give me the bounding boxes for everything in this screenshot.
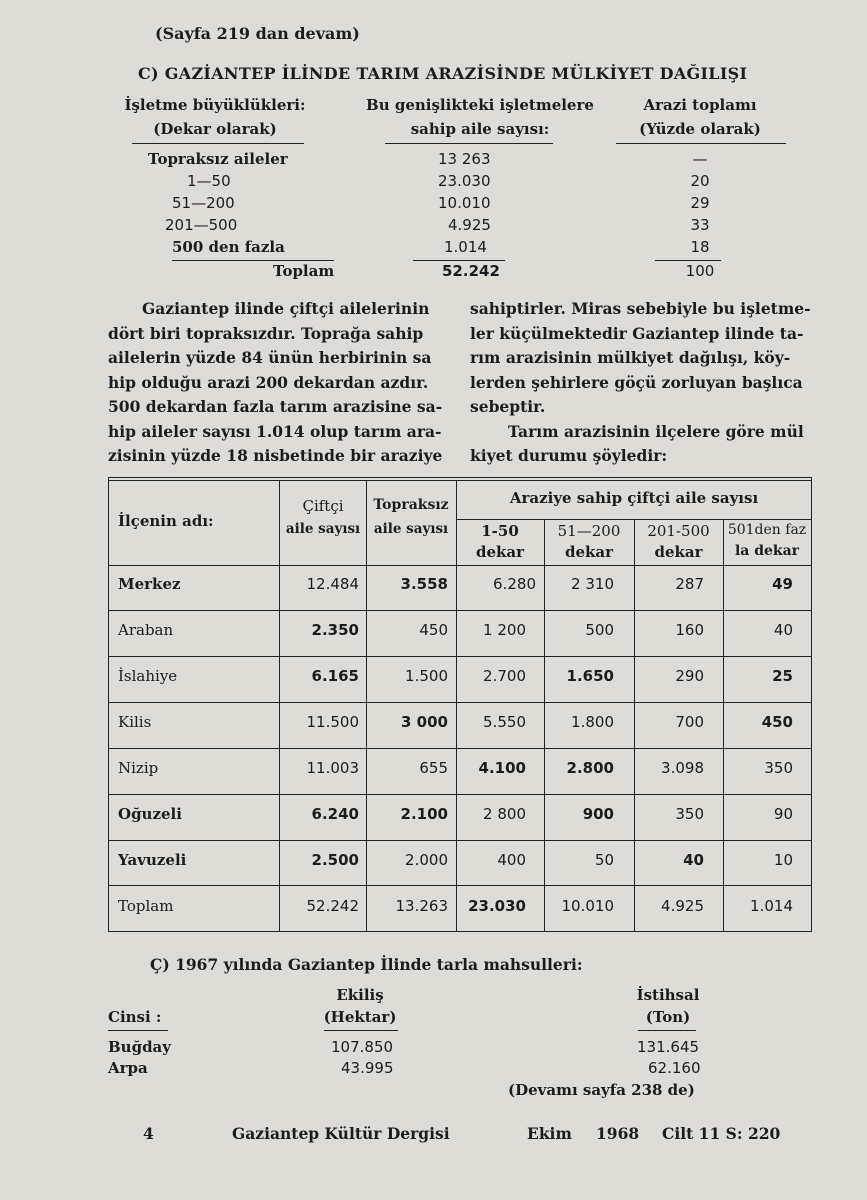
col-families-subheader: sahip aile sayısı: [410, 120, 550, 138]
header-rule [385, 143, 553, 144]
continued-from-note: (Sayfa 219 dan devam) [155, 24, 360, 43]
size-row-label: Topraksız aileler [148, 150, 288, 168]
crop-area: 107.850 [331, 1038, 394, 1056]
farmers-cell: 12.484 [306, 575, 359, 593]
g3-header-sub: dekar [654, 543, 703, 561]
crop-area: 43.995 [341, 1059, 394, 1077]
text-line: zisinin yüzde 18 nisbetinde bir araziye [108, 446, 443, 465]
g2-cell: 900 [582, 805, 614, 823]
g2-cell: 10.010 [561, 897, 614, 915]
g2-cell: 500 [585, 621, 614, 639]
text-line: sahiptirler. Miras sebebiyle bu işletme- [470, 299, 811, 318]
district-name: Yavuzeli [118, 851, 187, 869]
issue-year: 1968 [596, 1124, 640, 1143]
header-rule [324, 1030, 398, 1031]
area-unit: (Hektar) [323, 1008, 397, 1026]
text-line: kiyet durumu şöyledir: [470, 446, 668, 465]
landless-cell: 2.000 [405, 851, 448, 869]
g2-cell: 1.800 [571, 713, 614, 731]
g4-header-sub: la dekar [734, 543, 800, 559]
g3-cell: 3.098 [661, 759, 704, 777]
g1-cell: 2 800 [483, 805, 526, 823]
g4-cell: 1.014 [750, 897, 793, 915]
text-line: lerden şehirlere göçü zorluyan başlıca [470, 372, 803, 392]
landless-header: Topraksız [373, 497, 449, 513]
col-percent-unit: (Yüzde olarak) [639, 120, 761, 138]
size-row-label: 201—500 [165, 216, 238, 234]
size-row-families: 13 263 [438, 150, 491, 168]
crop-type: Arpa [108, 1059, 148, 1077]
g1-header: 1-50 [481, 522, 519, 540]
crop-type-header: Cinsi : [108, 1008, 162, 1026]
g1-cell: 2.700 [483, 667, 526, 685]
page-number: 4 [143, 1124, 154, 1143]
col-size-unit: (Dekar olarak) [153, 120, 277, 138]
row-rule [108, 885, 812, 886]
text-line: hip olduğu arazi 200 dekardan azdır. [108, 372, 429, 392]
g1-cell: 23.030 [468, 897, 526, 915]
col-families-header: Bu genişlikteki işletmelere [366, 96, 594, 114]
g4-cell: 90 [773, 805, 793, 823]
farmers-cell: 2.500 [311, 851, 359, 869]
row-rule [108, 748, 812, 749]
size-row-percent: 20 [690, 172, 710, 190]
g4-cell: 10 [773, 851, 793, 869]
size-row-families: 23.030 [438, 172, 491, 190]
landless-cell: 13.263 [395, 897, 448, 915]
farmers-cell: 6.240 [311, 805, 359, 823]
g3-cell: 700 [675, 713, 704, 731]
g2-cell: 2.800 [566, 759, 614, 777]
body-text-right [470, 297, 815, 469]
size-row-percent: 29 [690, 194, 710, 212]
volume-info: Cilt 11 S: 220 [662, 1124, 781, 1143]
text-line: dört biri topraksızdır. Toprağa sahip [108, 323, 424, 343]
landless-header-sub: aile sayısı [373, 521, 449, 537]
g1-cell: 5.550 [483, 713, 526, 731]
farmers-cell: 52.242 [306, 897, 359, 915]
district-name: Toplam [118, 897, 174, 915]
g1-cell: 1 200 [483, 621, 526, 639]
crop-type: Buğday [108, 1038, 171, 1056]
g2-cell: 1.650 [566, 667, 614, 685]
issue-month: Ekim [527, 1124, 572, 1143]
g2-header-sub: dekar [564, 543, 614, 561]
g4-cell: 49 [772, 575, 793, 593]
col-size-header: İşletme büyüklükleri: [124, 96, 306, 114]
g3-header: 201-500 [647, 522, 710, 540]
size-row-percent: — [692, 150, 708, 168]
row-rule [108, 794, 812, 795]
landless-cell: 1.500 [405, 667, 448, 685]
continued-note: (Devamı sayfa 238 de) [508, 1081, 695, 1099]
text-line: Gaziantep ilinde çiftçi ailelerinin [142, 299, 430, 318]
size-row-families: 4.925 [448, 216, 491, 234]
landless-cell: 450 [419, 621, 448, 639]
text-line: ler küçülmektedir Gaziantep ilinde ta- [470, 323, 804, 343]
row-rule [108, 565, 812, 566]
g1-header-sub: dekar [475, 543, 525, 561]
total-rule [172, 260, 334, 261]
landless-cell: 655 [419, 759, 448, 777]
journal-name: Gaziantep Kültür Dergisi [232, 1124, 450, 1143]
header-rule [638, 1030, 696, 1031]
group-header-rule [456, 519, 812, 520]
size-row-label: 51—200 [172, 194, 235, 212]
size-row-percent: 33 [690, 216, 710, 234]
district-header: İlçenin adı: [118, 512, 214, 530]
g3-cell: 40 [683, 851, 704, 869]
row-rule [108, 656, 812, 657]
crop-production: 131.645 [637, 1038, 700, 1056]
header-rule [616, 143, 786, 144]
table-right-rule [811, 477, 812, 932]
farmers-header: Çiftçi [302, 497, 344, 515]
district-name: Merkez [118, 575, 181, 593]
row-rule [108, 610, 812, 611]
district-name: Oğuzeli [118, 805, 182, 823]
g4-cell: 450 [761, 713, 793, 731]
g3-cell: 4.925 [661, 897, 704, 915]
text-line: sebeptir. [470, 397, 546, 416]
g2-cell: 2 310 [571, 575, 614, 593]
col-percent-header: Arazi toplamı [643, 96, 757, 114]
header-rule [132, 143, 304, 144]
text-line: ailelerin yüzde 84 ünün herbirinin sa [108, 348, 432, 367]
size-row-families: 10.010 [438, 194, 491, 212]
text-line: hip aileler sayısı 1.014 olup tarım ara- [108, 421, 442, 441]
farmers-header-sub: aile sayısı [285, 521, 361, 537]
section-c-title: C) GAZİANTEP İLİNDE TARIM ARAZİSİNDE MÜLKİYET DAĞILIŞI [138, 64, 748, 83]
district-name: Nizip [118, 759, 159, 777]
text-line: rım arazisinin mülkiyet dağılışı, köy- [470, 348, 791, 367]
table-bottom-rule [108, 931, 812, 932]
district-name: Araban [118, 621, 174, 639]
g1-cell: 400 [497, 851, 526, 869]
total-label: Toplam [273, 262, 335, 280]
g3-cell: 287 [675, 575, 704, 593]
total-families: 52.242 [442, 262, 500, 280]
section-cc-title: Ç) 1967 yılında Gaziantep İlinde tarla mahsulleri: [150, 955, 583, 974]
size-row-percent: 18 [690, 238, 710, 256]
g2-header: 51—200 [557, 522, 621, 540]
g4-header: 501den faz [727, 522, 807, 538]
header-rule [108, 1030, 168, 1031]
total-rule [413, 260, 505, 261]
farmers-cell: 6.165 [311, 667, 359, 685]
size-row-label: 500 den fazla [172, 238, 285, 256]
table-top-rule [108, 477, 812, 478]
production-unit: (Ton) [645, 1008, 691, 1026]
g3-cell: 160 [675, 621, 704, 639]
text-line: Tarım arazisinin ilçelere göre mül [508, 421, 804, 441]
row-rule [108, 840, 812, 841]
text-line: 500 dekardan fazla tarım arazisine sa- [108, 397, 443, 416]
g3-cell: 290 [675, 667, 704, 685]
g2-cell: 50 [594, 851, 614, 869]
table-left-rule [108, 477, 109, 932]
farmers-cell: 11.500 [306, 713, 359, 731]
group-header: Araziye sahip çiftçi aile sayısı [509, 489, 759, 507]
g4-cell: 40 [773, 621, 793, 639]
total-rule [655, 260, 721, 261]
g4-cell: 25 [772, 667, 793, 685]
crop-production: 62.160 [648, 1059, 701, 1077]
table-top-rule [108, 480, 812, 481]
production-header: İstihsal [636, 986, 700, 1004]
g4-cell: 350 [764, 759, 793, 777]
landless-cell: 2.100 [400, 805, 448, 823]
g3-cell: 350 [675, 805, 704, 823]
area-header: Ekiliş [336, 986, 384, 1004]
district-name: İslahiye [118, 667, 178, 685]
g1-cell: 6.280 [493, 575, 536, 593]
row-rule [108, 702, 812, 703]
farmers-cell: 11.003 [306, 759, 359, 777]
farmers-cell: 2.350 [311, 621, 359, 639]
landless-cell: 3 000 [401, 713, 448, 731]
g1-cell: 4.100 [478, 759, 526, 777]
size-row-families: 1.014 [444, 238, 487, 256]
size-row-label: 1—50 [187, 172, 231, 190]
landless-cell: 3.558 [400, 575, 448, 593]
total-percent: 100 [685, 262, 715, 280]
body-text-left [108, 297, 453, 469]
district-name: Kilis [118, 713, 152, 731]
